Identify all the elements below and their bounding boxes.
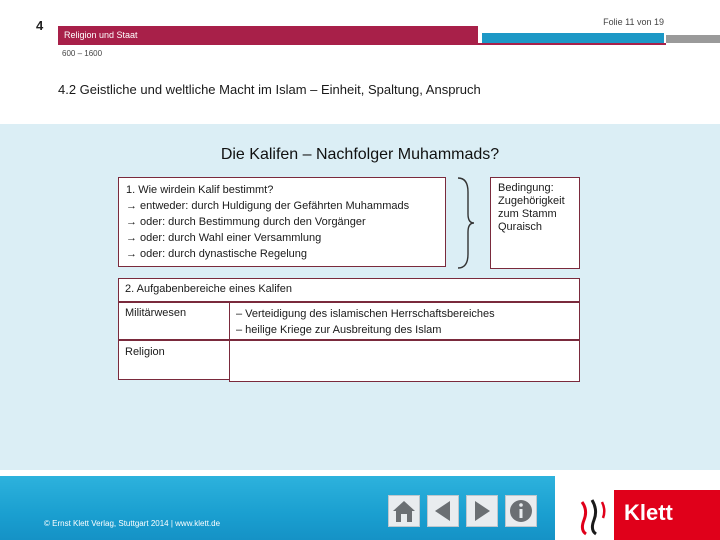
- home-button[interactable]: [388, 495, 420, 527]
- forward-icon: [467, 496, 497, 526]
- content-area: [0, 124, 720, 470]
- question1-item: → entweder: durch Huldigung der Gefährten Muhammads: [126, 200, 410, 212]
- forward-button[interactable]: [466, 495, 498, 527]
- slide-counter: Folie 11 von 19: [603, 17, 664, 27]
- chapter-number: 4: [36, 18, 44, 33]
- question2-heading: 2. Aufgabenbereiche eines Kalifen: [118, 278, 580, 302]
- question1-item: → oder: durch Bestimmung durch den Vorgänger: [126, 216, 366, 228]
- military-description: [229, 302, 580, 340]
- section-heading: Die Kalifen – Nachfolger Muhammads?: [220, 146, 500, 163]
- condition-line: Quraisch: [498, 221, 543, 233]
- header-band-title: Religion und Staat: [64, 30, 138, 40]
- religion-label: Religion: [118, 340, 230, 380]
- info-button[interactable]: [505, 495, 537, 527]
- copyright: © Ernst Klett Verlag, Stuttgart 2014 | www.klett.de: [44, 519, 221, 528]
- condition-box: [490, 177, 580, 269]
- question1-item: → oder: durch Wahl einer Versammlung: [126, 232, 322, 244]
- question1-box: [118, 177, 446, 267]
- page-title: 4.2 Geistliche und weltliche Macht im Islam – Einheit, Spaltung, Anspruch: [58, 82, 481, 97]
- back-icon: [428, 496, 458, 526]
- condition-line: zum Stamm: [498, 208, 557, 220]
- header-rule-gray: [666, 35, 720, 43]
- brace-icon: [454, 176, 478, 270]
- military-item: – heilige Kriege zur Ausbreitung des Islam: [236, 324, 442, 336]
- military-label: Militärwesen: [118, 302, 230, 340]
- klett-logo-red: [614, 490, 720, 540]
- klett-logo-text: Klett: [624, 500, 673, 525]
- home-icon: [389, 496, 419, 526]
- footer: [0, 476, 555, 540]
- military-item: – Verteidigung des islamischen Herrschaftsbereiches: [236, 308, 495, 320]
- condition-title: Bedingung:: [498, 182, 554, 194]
- header-band: [58, 26, 478, 44]
- back-button[interactable]: [427, 495, 459, 527]
- question1-item: → oder: durch dynastische Regelung: [126, 248, 307, 260]
- header-rule: [58, 43, 666, 45]
- klett-logo-mark-icon: [570, 490, 614, 540]
- condition-line: Zugehörigkeit: [498, 195, 565, 207]
- religion-description[interactable]: [229, 340, 580, 382]
- info-icon: [506, 496, 536, 526]
- header-tab: [482, 33, 664, 43]
- period-label: 600 – 1600: [62, 49, 103, 58]
- question1-title: 1. Wie wirdein Kalif bestimmt?: [126, 184, 274, 196]
- klett-logo[interactable]: [570, 490, 720, 540]
